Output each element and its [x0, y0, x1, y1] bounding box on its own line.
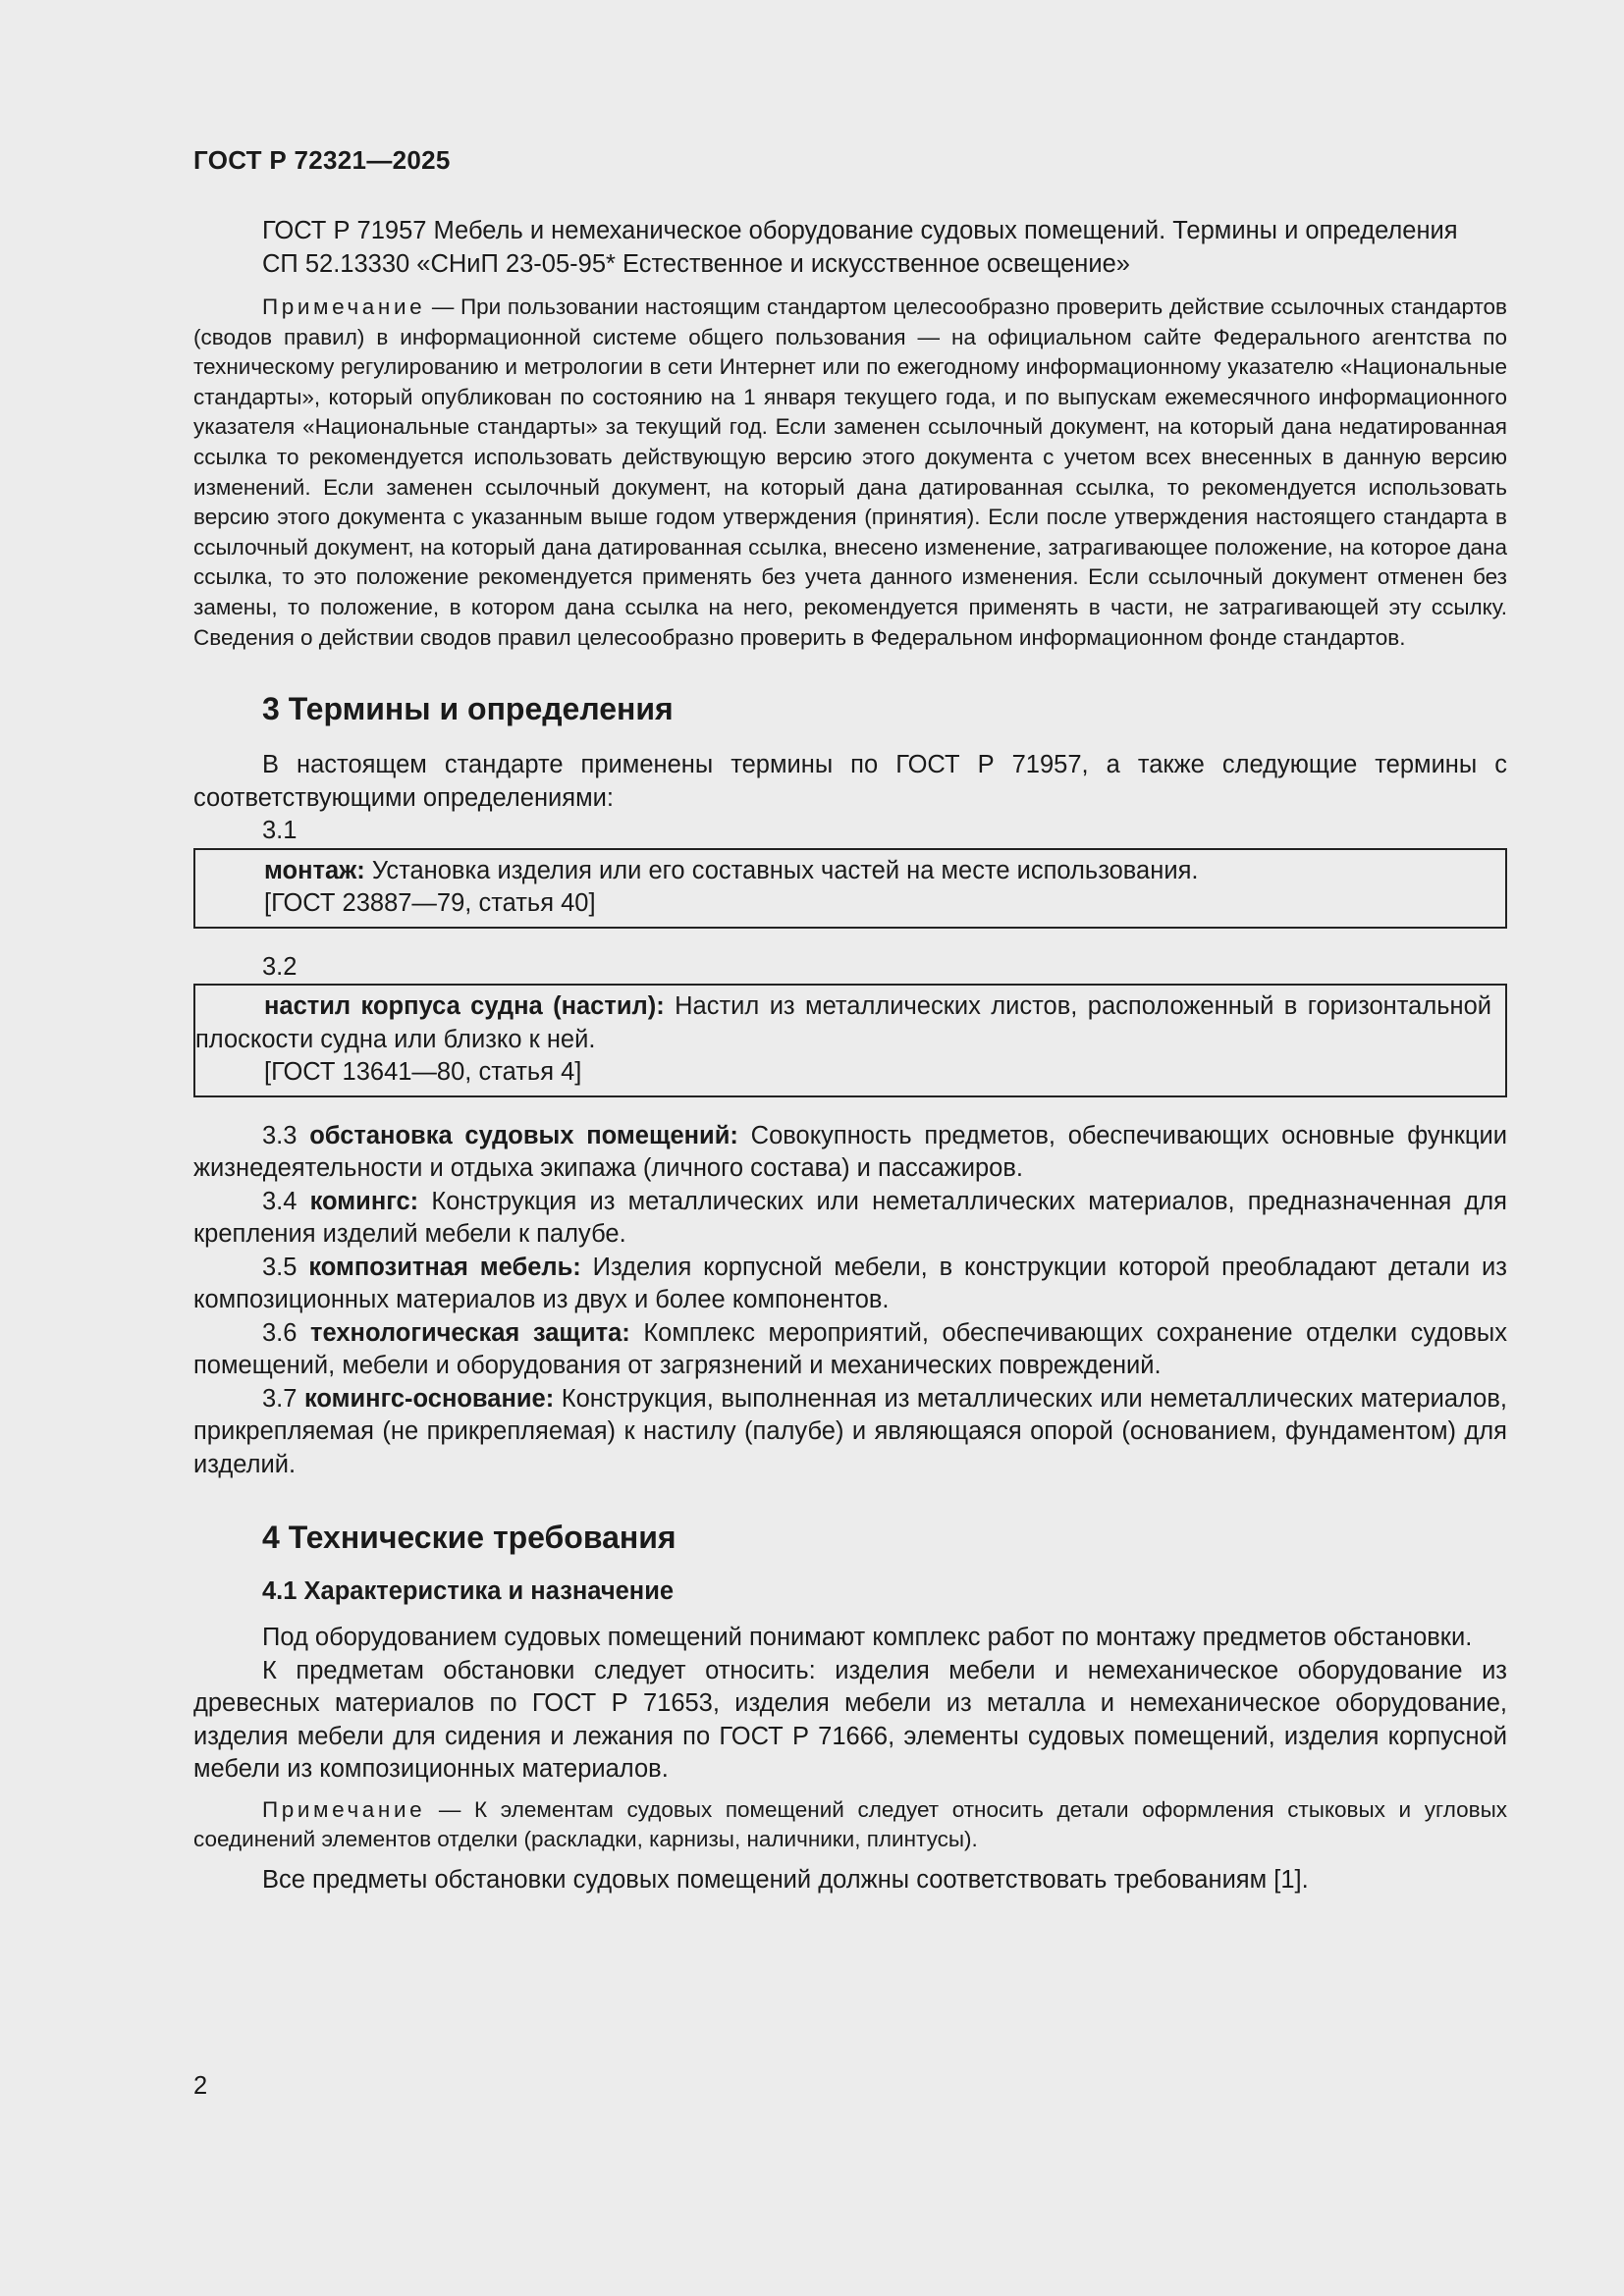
note-text: — При пользовании настоящим стандартом целесообразно проверить действие ссылочных стандартов (сводов правил) в информационной системе общего пользования — на официальном сайте Федерального агентства по техническому регулированию и метрологии в сети Интернет или по ежегодному информационному указателю «Национальные стандарты», который опубликован по состоянию на 1 января текущего года, и по выпускам ежемесячного информационного указателя «Национальные стандарты» за текущий год. Если заменен ссылочный документ, на который дана недатированная ссылка то рекомендуется использовать действующую версию этого документа с учетом всех внесенных в данную версию изменений. Если заменен ссылочный документ, на который дана датированная ссылка, то рекомендуется использовать версию этого документа с указанным выше годом утверждения (принятия). Если после утверждения настоящего стандарта в ссылочный документ, на который дана датированная ссылка, внесено изменение, затрагивающее положение, на которое дана ссылка, то это положение рекомендуется применять без учета данного изменения. Если ссылочный документ отменен без замены, то положение, в котором дана ссылка на него, рекомендуется применять в части, не затрагивающей эту ссылку. Сведения о действии сводов правил целесообразно проверить в Федеральном информационном фонде стандартов.: [193, 294, 1507, 650]
body-paragraph: К предметам обстановки следует относить: изделия мебели и немеханическое оборудование из древесных материалов по ГОСТ Р 71653, изделия мебели из металла и немеханическое оборудование, изделия мебели для сидения и лежания по ГОСТ Р 71666, элементы судовых помещений, изделия корпусной мебели из композиционных материалов.: [193, 1656, 1507, 1784]
term-number: 3.3: [262, 1121, 310, 1149]
note-label: Примечание: [262, 294, 426, 319]
term-text: Совокупность предметов, обеспечивающих основные функции жизнедеятельности и отдыха экипажа (личного состава) и пассажиров.: [193, 1121, 1507, 1183]
term-entry: [193, 1317, 1507, 1383]
term-name: композитная мебель:: [308, 1253, 581, 1281]
section-heading: 3 Термины и определения: [262, 691, 674, 727]
term-text: Настил из металлических листов, расположенный в горизонтальной плоскости судна или близко к ней.: [195, 992, 1491, 1053]
term-text: Конструкция, выполненная из металлических или неметаллических материалов, прикрепляемая (не прикрепляемая) к настилу (палубе) и являющаяся опорой (основанием, фундаментом) для изделий.: [193, 1384, 1507, 1478]
term-entry: [193, 1383, 1507, 1482]
term-name: настил корпуса судна (настил):: [264, 992, 665, 1021]
term-source: [ГОСТ 13641—80, статья 4]: [264, 1058, 582, 1087]
reference-item: СП 52.13330 «СНиП 23-05-95* Естественное и искусственное освещение»: [262, 249, 1130, 278]
subsection-heading: 4.1 Характеристика и назначение: [262, 1577, 675, 1606]
section-intro: В настоящем стандарте применены термины по ГОСТ Р 71957, а также следующие термины с соответствующими определениями:: [193, 751, 1507, 812]
term-source: [ГОСТ 23887—79, статья 40]: [264, 889, 596, 918]
reference-item: ГОСТ Р 71957 Мебель и немеханическое оборудование судовых помещений. Термины и определения: [262, 217, 1458, 244]
term-name: комингс:: [309, 1187, 419, 1215]
term-number: 3.4: [262, 1187, 310, 1215]
term-number: 3.7: [262, 1384, 304, 1413]
term-box: [193, 984, 1507, 1097]
page-number: 2: [193, 2072, 208, 2100]
term-text: Изделия корпусной мебели, в конструкции которой преобладают детали из композиционных материалов из двух и более компонентов.: [193, 1253, 1507, 1314]
note-label: Примечание: [262, 1796, 426, 1822]
term-name: комингс-основание:: [303, 1384, 555, 1413]
term-name: технологическая защита:: [310, 1318, 630, 1347]
term-number: 3.1: [262, 817, 298, 845]
document-code-header: ГОСТ Р 72321—2025: [193, 145, 451, 175]
term-number: 3.2: [262, 952, 298, 981]
page-content: [193, 145, 1507, 1896]
term-definition: [195, 855, 1491, 888]
section-heading: 4 Технические требования: [262, 1520, 677, 1556]
body-paragraph: Под оборудованием судовых помещений понимают комплекс работ по монтажу предметов обстановки.: [262, 1624, 1473, 1652]
term-name: обстановка судовых помещений:: [309, 1121, 738, 1149]
body-paragraph: Все предметы обстановки судовых помещений должны соответствовать требованиям [1].: [262, 1865, 1309, 1894]
term-definition: [195, 990, 1491, 1056]
term-number: 3.5: [262, 1253, 309, 1281]
term-entry: [193, 1252, 1507, 1317]
term-box: [193, 848, 1507, 929]
note-paragraph: [193, 1795, 1507, 1855]
term-text: Конструкция из металлических или неметаллических материалов, предназначенная для крепления изделий мебели к палубе.: [193, 1187, 1507, 1249]
term-number: 3.6: [262, 1318, 311, 1347]
term-entry: [193, 1186, 1507, 1252]
note-paragraph: [193, 293, 1507, 653]
note-text: — К элементам судовых помещений следует относить детали оформления стыковых и угловых соединений элементов отделки (раскладки, карнизы, наличники, плинтусы).: [193, 1796, 1507, 1852]
term-name: монтаж:: [264, 856, 365, 884]
term-text: Установка изделия или его составных частей на месте использования.: [364, 856, 1199, 884]
term-entry: [193, 1120, 1507, 1186]
term-text: Комплекс мероприятий, обеспечивающих сохранение отделки судовых помещений, мебели и оборудования от загрязнений и механических повреждений.: [193, 1318, 1507, 1380]
